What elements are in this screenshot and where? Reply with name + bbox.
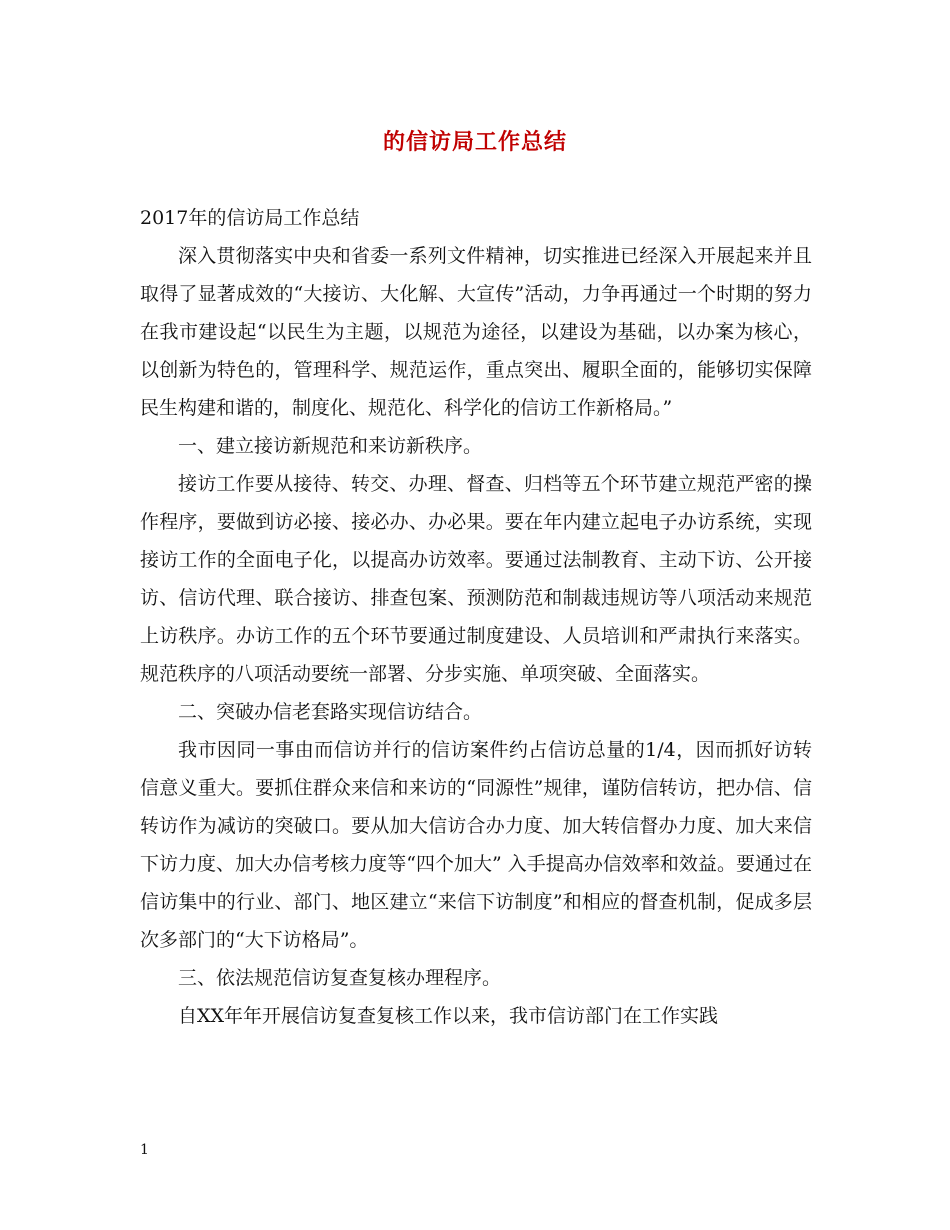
paragraph-section-1: 接访工作要从接待、转交、办理、督查、归档等五个环节建立规范严密的操作程序，要做到访必接、接必办、办必果。要在年内建立起电子办访系统，实现接访工作的全面电子化，以提高办访效率。要通过法制教育、主动下访、公开接访、信访代理、联合接访、排查包案、预测防范和制裁违规访等八项活动来规范上访秩序。办访工作的五个环节要通过制度建设、人员培训和严肃执行来落实。规范秩序的八项活动要统一部署、分步实施、单项突破、全面落实。 <box>140 473 812 685</box>
document-body <box>140 199 812 1035</box>
paragraph-intro: 深入贯彻落实中央和省委一系列文件精神，切实推进已经深入开展起来并且取得了显著成效的“大接访、大化解、大宣传”活动，力争再通过一个时期的努力在我市建设起“以民生为主题，以规范为途径，以建设为基础，以办案为核心，以创新为特色的，管理科学、规范运作，重点突出、履职全面的，能够切实保障民生构建和谐的，制度化、规范化、科学化的信访工作新格局。” <box>140 245 812 419</box>
section-heading-1: 一、建立接访新规范和来访新秩序。 <box>178 435 483 457</box>
section-heading-2: 二、突破办信老套路实现信访结合。 <box>178 701 483 723</box>
page-number: 1 <box>140 1142 149 1158</box>
paragraph-section-2: 我市因同一事由而信访并行的信访案件约占信访总量的1/4，因而抓好访转信意义重大。要抓住群众来信和来访的“同源性”规律，谨防信转访，把办信、信转访作为减访的突破口。要从加大信访合办力度、加大转信督办力度、加大来信下访力度、加大办信考核力度等“四个加大” 入手提高办信效率和效益。要通过在信访集中的行业、部门、地区建立“来信下访制度”和相应的督查机制，促成多层次多部门的“大下访格局”。 <box>140 739 812 951</box>
document-title: 的信访局工作总结 <box>382 130 567 155</box>
section-heading-3: 三、依法规范信访复查复核办理程序。 <box>178 967 502 989</box>
document-subtitle: 2017年的信访局工作总结 <box>140 207 360 229</box>
paragraph-section-3: 自XX年年开展信访复查复核工作以来，我市信访部门在工作实践 <box>178 1005 719 1027</box>
